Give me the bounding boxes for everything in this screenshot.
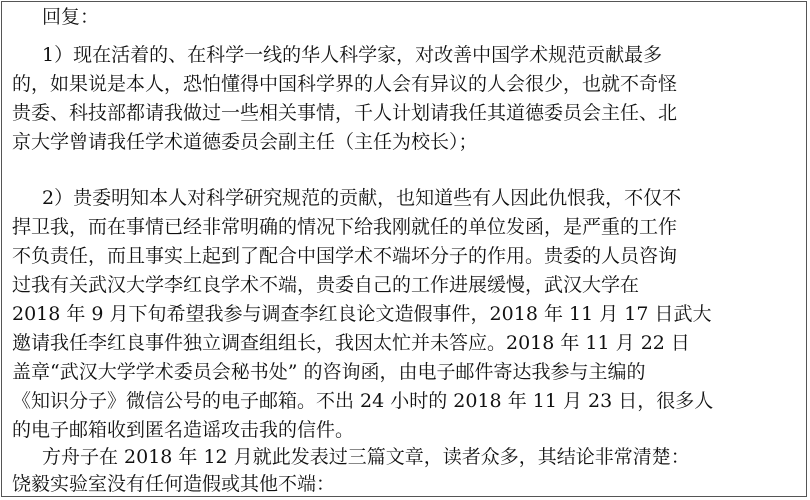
point-2-line-9: 的电子邮箱收到匿名造谣攻击我的信件。 xyxy=(12,419,355,441)
reply-heading: 回复： xyxy=(42,6,100,28)
point-2-line-6: 邀请我任李红良事件独立调查组组长，我因太忙并未答应。2018 年 11 月 22 日 xyxy=(12,332,690,354)
point-1-line-2: 的，如果说是本人，恐怕懂得中国科学界的人会有异议的人会很少，也就不奇怪 xyxy=(12,73,678,95)
document-frame xyxy=(1,1,807,497)
point-2-line-5: 2018 年 9 月下旬希望我参与调查李红良论文造假事件，2018 年 11 月 17 日武大 xyxy=(12,303,712,325)
point-2-line-4: 过我有关武汉大学李红良学术不端，贵委自己的工作进展缓慢，武汉大学在 xyxy=(12,274,640,296)
point-2-line-1: 2）贵委明知本人对科学研究规范的贡献，也知道些有人因此仇恨我，不仅不 xyxy=(42,187,682,209)
point-1-line-1: 1）现在活着的、在科学一线的华人科学家，对改善中国学术规范贡献最多 xyxy=(42,44,663,66)
point-2-line-3: 不负责任，而且事实上起到了配合中国学术不端坏分子的作用。贵委的人员咨询 xyxy=(12,245,678,267)
point-2-line-2: 捍卫我，而在事情已经非常明确的情况下给我刚就任的单位发函，是严重的工作 xyxy=(12,216,678,238)
point-1-line-3: 贵委、科技部都请我做过一些相关事情，千人计划请我任其道德委员会主任、北 xyxy=(12,102,678,124)
point-2-line-8: 《知识分子》微信公号的电子邮箱。不出 24 小时的 2018 年 11 月 23 日，很多人 xyxy=(12,390,714,412)
point-2-line-7: 盖章“武汉大学学术委员会秘书处” 的咨询函，由电子邮件寄达我参与主编的 xyxy=(12,361,646,383)
fangzhouzi-line-1: 方舟子在 2018 年 12 月就此发表过三篇文章，读者众多，其结论非常清楚： xyxy=(42,446,690,468)
fangzhouzi-line-2: 饶毅实验室没有任何造假或其他不端： xyxy=(12,473,336,495)
point-1-line-4: 京大学曾请我任学术道德委员会副主任（主任为校长）； xyxy=(12,131,478,153)
